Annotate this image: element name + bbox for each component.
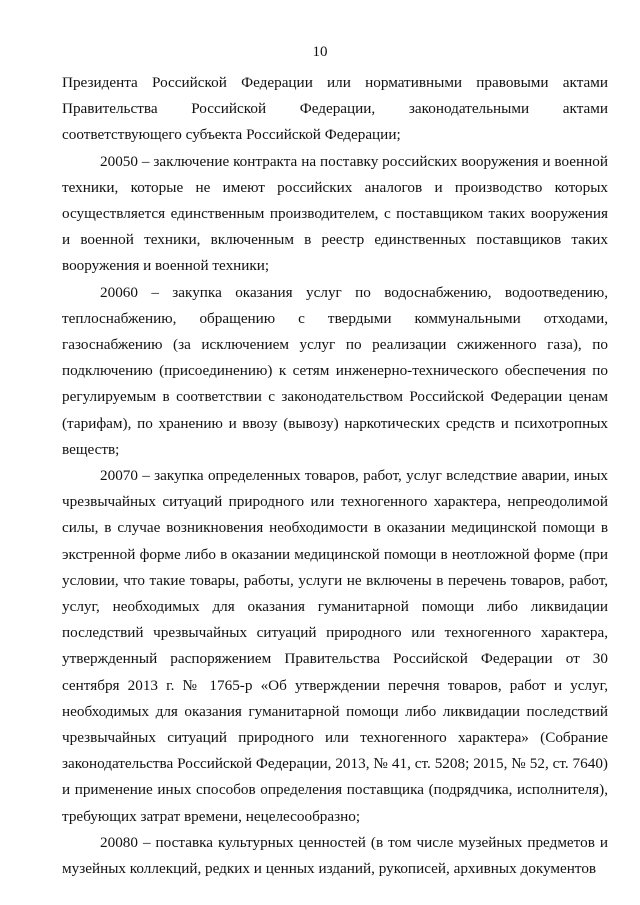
paragraph-20060: 20060 – закупка оказания услуг по водоснабжению, водоотведению, теплоснабжению, обращению с твердыми коммунальными отходами, газоснабжению (за исключением услуг по реализации сжиженного газа), по подключению (присоединению) к сетям инженерно-технического обеспечения по регулируемым в соответствии с законодательством Российской Федерации ценам (тарифам), по хранению и ввозу (вывозу) наркотических средств и психотропных веществ; [62,283,608,458]
paragraph-continuation: Президента Российской Федерации или нормативными правовыми актами Правительства Российской Федерации, законодательными актами соответствующего субъекта Российской Федерации; [62,74,608,144]
paragraph-20080: 20080 – поставка культурных ценностей (в том числе музейных предметов и музейных коллекций, редких и ценных изданий, рукописей, архивных документов [62,833,608,878]
paragraph-20070: 20070 – закупка определенных товаров, работ, услуг вследствие аварии, иных чрезвычайных ситуаций природного или техногенного характера, непреодолимой силы, в случае возникновения необходимости в оказании медицинской помощи в экстренной форме либо в оказании медицинской помощи в неотложной форме (при условии, что такие товары, работы, услуги не включены в перечень товаров, работ, услуг, необходимых для оказания гуманитарной помощи либо ликвидации последствий чрезвычайных ситуаций природного или техногенного характера, утвержденный распоряжением Правительства Российской Федерации от 30 сентября 2013 г. № 1765-р «Об утверждении перечня товаров, работ и услуг, необходимых для оказания гуманитарной помощи либо ликвидации последствий чрезвычайных ситуаций природного или техногенного характера» (Собрание законодательства Российской Федерации, 2013, № 41, ст. 5208; 2015, № 52, ст. 7640) и применение иных способов определения поставщика (подрядчика, исполнителя), требующих затрат времени, нецелесообразно; [62,467,608,825]
paragraph-20050: 20050 – заключение контракта на поставку российских вооружения и военной техники, которые не имеют российских аналогов и производство которых осуществляется единственным производителем, с поставщиком таких вооружения и военной техники, включенным в реестр единственных поставщиков таких вооружения и военной техники; [62,152,608,275]
page-number: 10 [312,44,328,60]
document-body [62,70,608,882]
